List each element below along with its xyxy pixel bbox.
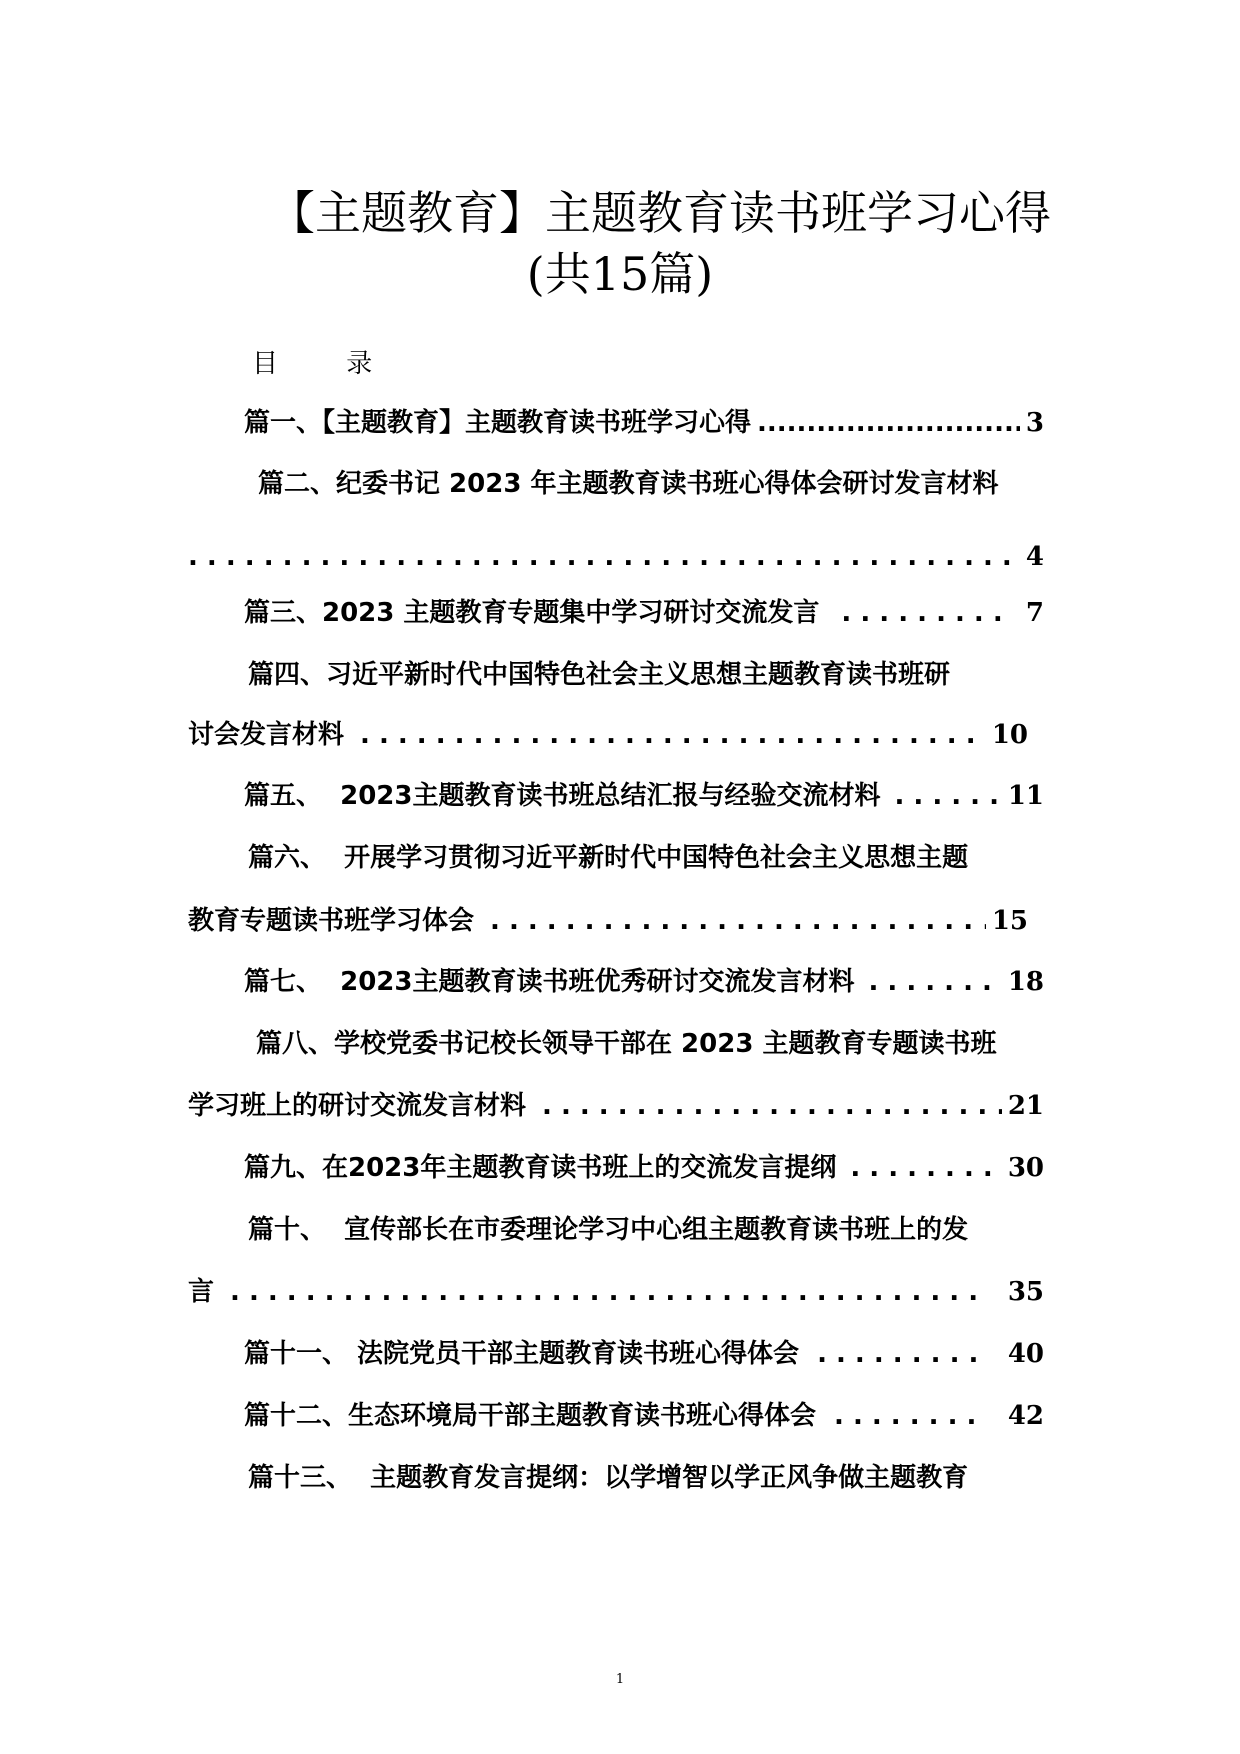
- dot-leader: [230, 1275, 988, 1309]
- toc-entry-10[interactable]: [248, 1213, 968, 1247]
- toc-entry-page: 21: [1007, 1091, 1044, 1121]
- toc-entry-page: 7: [1025, 598, 1044, 628]
- dot-leader: [360, 718, 986, 752]
- toc-entry-8-line2[interactable]: [188, 1089, 1044, 1123]
- toc-entry-page: 18: [1007, 967, 1044, 997]
- toc-entry-title-line2: 言: [188, 1277, 215, 1307]
- toc-entry-6[interactable]: [248, 841, 968, 875]
- toc-entry-3[interactable]: [244, 596, 1044, 630]
- dot-leader: [817, 1337, 988, 1371]
- document-title-line1: 【主题教育】主题教育读书班学习心得: [269, 186, 1051, 240]
- toc-entry-title-line1: 篇八、学校党委书记校长领导干部在 2023 主题教育专题读书班: [256, 1029, 997, 1059]
- dot-leader: [850, 1151, 1001, 1185]
- toc-entry-title-line1: 篇十、 宣传部长在市委理论学习中心组主题教育读书班上的发: [248, 1215, 969, 1245]
- toc-entry-title: 篇十一、 法院党员干部主题教育读书班心得体会: [244, 1339, 800, 1369]
- dot-leader: [188, 540, 1020, 574]
- toc-entry-title: 篇十二、生态环境局干部主题教育读书班心得体会: [244, 1401, 817, 1431]
- dot-leader: [894, 779, 1001, 813]
- dot-leader: [757, 406, 1020, 440]
- toc-entry-title: 篇九、在2023年主题教育读书班上的交流发言提纲: [244, 1153, 837, 1183]
- toc-entry-page: 15: [991, 906, 1028, 936]
- toc-entry-title: 篇一、【主题教育】主题教育读书班学习心得: [244, 408, 752, 438]
- toc-entry-title-line2: 讨会发言材料: [188, 720, 345, 750]
- toc-entry-2-leader-line[interactable]: [188, 540, 1044, 574]
- toc-entry-page: 30: [1007, 1153, 1044, 1183]
- toc-entry-page: 42: [1007, 1401, 1044, 1431]
- toc-entry-title: 篇十三、 主题教育发言提纲：以学增智以学正风争做主题教育: [248, 1463, 969, 1493]
- toc-entry-11[interactable]: [244, 1337, 1044, 1371]
- dot-leader: [542, 1089, 1002, 1123]
- document-title-line2: (共15篇): [526, 247, 714, 301]
- dot-leader: [490, 904, 986, 938]
- toc-entry-title: 篇三、2023 主题教育专题集中学习研讨交流发言: [244, 598, 820, 628]
- toc-entry-6-line2[interactable]: [188, 904, 1028, 938]
- toc-entry-title-line2: 教育专题读书班学习体会: [188, 906, 475, 936]
- toc-entry-title-line1: 篇六、 开展学习贯彻习近平新时代中国特色社会主义思想主题: [248, 843, 969, 873]
- toc-entry-title: 篇七、 2023主题教育读书班优秀研讨交流发言材料: [244, 967, 855, 997]
- toc-entry-13[interactable]: [248, 1461, 968, 1495]
- toc-entry-page: 40: [1007, 1339, 1044, 1369]
- toc-entry-5[interactable]: [244, 779, 1044, 813]
- dot-leader: [834, 1399, 988, 1433]
- toc-entry-9[interactable]: [244, 1151, 1044, 1185]
- toc-entry-page: 3: [1025, 408, 1044, 438]
- toc-entry-4-line2[interactable]: [188, 718, 1028, 752]
- toc-entry-title-line2: 学习班上的研讨交流发言材料: [188, 1091, 527, 1121]
- toc-entry-12[interactable]: [244, 1399, 1044, 1433]
- toc-entry-4[interactable]: [248, 658, 950, 692]
- toc-entry-title: 篇二、纪委书记 2023 年主题教育读书班心得体会研讨发言材料: [258, 469, 999, 499]
- toc-entry-page: 11: [1007, 781, 1044, 811]
- dot-leader: [868, 965, 1001, 999]
- toc-entry-page: 35: [1007, 1277, 1044, 1307]
- page-number: 1: [615, 1672, 625, 1687]
- toc-entry-page: 10: [991, 720, 1028, 750]
- toc-entry-8[interactable]: [256, 1027, 996, 1061]
- toc-entry-title-line1: 篇四、习近平新时代中国特色社会主义思想主题教育读书班研: [248, 660, 951, 690]
- toc-entry-7[interactable]: [244, 965, 1044, 999]
- toc-heading: 目 录: [252, 349, 403, 379]
- toc-entry-page: 4: [1025, 542, 1044, 572]
- toc-entry-title: 篇五、 2023主题教育读书班总结汇报与经验交流材料: [244, 781, 881, 811]
- dot-leader: [841, 596, 1007, 630]
- toc-entry-2[interactable]: [258, 467, 998, 501]
- toc-entry-1[interactable]: [244, 406, 1044, 440]
- toc-entry-10-line2[interactable]: [188, 1275, 1044, 1309]
